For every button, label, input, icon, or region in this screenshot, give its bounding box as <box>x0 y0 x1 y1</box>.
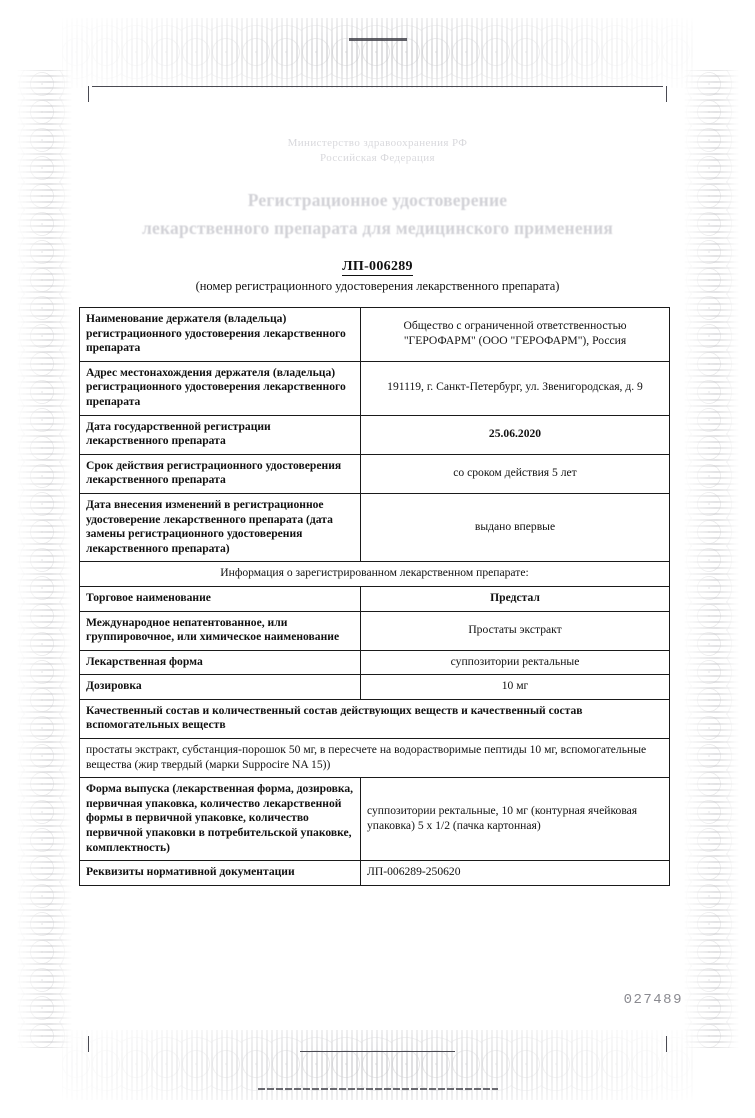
row-value-dosage: 10 мг <box>361 675 670 700</box>
table-row <box>80 650 670 675</box>
row-label-dosage: Дозировка <box>80 675 361 700</box>
table-row <box>80 586 670 611</box>
page-title-line-1: Регистрационное удостоверение <box>247 190 508 210</box>
row-value-amendment-date: выдано впервые <box>361 493 670 561</box>
registration-details-table <box>79 307 670 886</box>
page-title <box>0 186 755 242</box>
table-row <box>80 308 670 362</box>
row-value-holder-name: Общество с ограниченной ответственностью "ГЕРОФАРМ" (ООО "ГЕРОФАРМ"), Россия <box>361 308 670 362</box>
row-label-holder-name: Наименование держателя (владельца) регистрационного удостоверения лекарственного препарата <box>80 308 361 362</box>
ministry-header <box>0 136 755 166</box>
row-value-registration-date: 25.06.2020 <box>361 415 670 454</box>
section-header-product-info: Информация о зарегистрированном лекарственном препарате: <box>80 562 670 587</box>
table-row <box>80 415 670 454</box>
table-row <box>80 778 670 861</box>
row-value-documentation: ЛП-006289-250620 <box>361 861 670 886</box>
row-label-composition: Качественный состав и количественный состав действующих веществ и качественный состав вспомогательных веществ <box>80 699 670 738</box>
row-value-inn-name: Простаты экстракт <box>361 611 670 650</box>
row-value-trade-name: Предстал <box>361 586 670 611</box>
row-label-inn-name: Международное непатентованное, или группировочное, или химическое наименование <box>80 611 361 650</box>
row-value-composition: простаты экстракт, субстанция-порошок 50 мг, в пересчете на водорастворимые пептиды 10 мг, вспомогательные вещества (жир твердый (марки Suppocire NA 15)) <box>80 739 670 778</box>
table-row <box>80 611 670 650</box>
serial-number: 027489 <box>623 992 683 1008</box>
row-label-packaging: Форма выпуска (лекарственная форма, дозировка, первичная упаковка, количество лекарственной формы в первичной упаковке, количество первичной упаковки в потребительской упаковке, комплектность) <box>80 778 361 861</box>
row-label-registration-date: Дата государственной регистрации лекарственного препарата <box>80 415 361 454</box>
registration-number <box>0 259 755 275</box>
table-row <box>80 699 670 738</box>
table-row <box>80 454 670 493</box>
row-label-validity-term: Срок действия регистрационного удостоверения лекарственного препарата <box>80 454 361 493</box>
row-label-amendment-date: Дата внесения изменений в регистрационное удостоверение лекарственного препарата (дата замены регистрационного удостоверения лекарственного препарата) <box>80 493 361 561</box>
registration-number-value: ЛП-006289 <box>342 259 413 274</box>
table-row <box>80 493 670 561</box>
ministry-header-line-2: Российская Федерация <box>319 152 436 164</box>
table-row <box>80 861 670 886</box>
row-label-dosage-form: Лекарственная форма <box>80 650 361 675</box>
row-label-trade-name: Торговое наименование <box>80 586 361 611</box>
ministry-header-line-1: Министерство здравоохранения РФ <box>287 137 468 149</box>
row-value-dosage-form: суппозитории ректальные <box>361 650 670 675</box>
table-section-header-row <box>80 562 670 587</box>
row-label-holder-address: Адрес местонахождения держателя (владельца) регистрационного удостоверения лекарственного препарата <box>80 361 361 415</box>
page-title-line-2: лекарственного препарата для медицинского применения <box>141 218 614 238</box>
row-value-validity-term: со сроком действия 5 лет <box>361 454 670 493</box>
table-row <box>80 361 670 415</box>
row-label-documentation: Реквизиты нормативной документации <box>80 861 361 886</box>
table-row <box>80 675 670 700</box>
row-value-packaging: суппозитории ректальные, 10 мг (контурная ячейковая упаковка) 5 x 1/2 (пачка картонная) <box>361 778 670 861</box>
row-value-holder-address: 191119, г. Санкт-Петербург, ул. Звенигородская, д. 9 <box>361 361 670 415</box>
table-row <box>80 739 670 778</box>
registration-number-caption: (номер регистрационного удостоверения лекарственного препарата) <box>195 279 560 293</box>
